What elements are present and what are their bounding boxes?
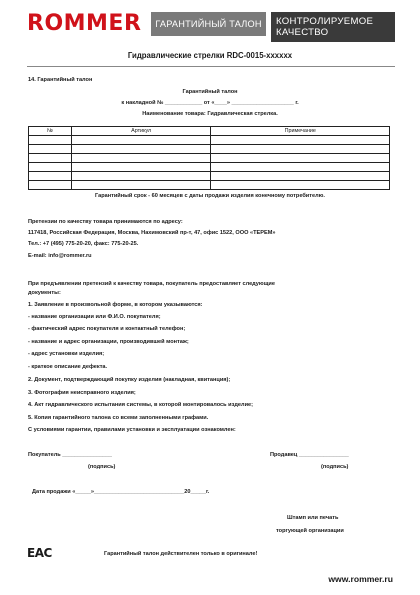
table-cell bbox=[71, 172, 211, 181]
title-divider bbox=[27, 66, 395, 67]
list-item: - адрес установки изделия; bbox=[28, 351, 105, 357]
table-header-row bbox=[29, 127, 390, 136]
section-heading: 14. Гарантийный талон bbox=[28, 77, 93, 83]
list-item: 2. Документ, подтверждающий покупку изделия (накладная, квитанция); bbox=[28, 377, 231, 383]
table-cell bbox=[29, 172, 72, 181]
table-cell bbox=[71, 181, 211, 190]
list-item: - фактический адрес покупателя и контактный телефон; bbox=[28, 326, 186, 332]
eac-mark: EAC bbox=[27, 546, 52, 560]
card-title: Гарантийный талон bbox=[182, 89, 238, 95]
rommer-logo: ROMMER bbox=[27, 11, 142, 36]
quality-line-1: КОНТРОЛИРУЕМОЕ bbox=[276, 16, 374, 27]
agreement-text: С условиями гарантии, правилами установки и эксплуатации ознакомлен: bbox=[28, 427, 236, 433]
buyer-signature-caption: (подпись) bbox=[88, 464, 116, 470]
quality-badge bbox=[271, 12, 395, 42]
seller-signature: Продавец ________________ bbox=[270, 452, 349, 458]
list-item: 4. Акт гидравлического испытания системы, в которой монтировалось изделие; bbox=[28, 402, 253, 408]
table-cell bbox=[211, 181, 390, 190]
table-cell bbox=[71, 145, 211, 154]
claims-intro: Претензии по качеству товара принимаются по адресу: bbox=[28, 219, 183, 225]
table-cell bbox=[29, 136, 72, 145]
document-title: Гидравлические стрелки RDC-0015-xxxxxx bbox=[127, 51, 293, 60]
table-cell bbox=[211, 163, 390, 172]
guarantee-label: ГАРАНТИЙНЫЙ ТАЛОН bbox=[151, 12, 266, 36]
table-row bbox=[29, 163, 390, 172]
goods-name: Наименование товара: Гидравлическая стрелка. bbox=[142, 111, 278, 117]
table-row bbox=[29, 145, 390, 154]
col-note: Примечание bbox=[211, 127, 390, 136]
table-cell bbox=[29, 163, 72, 172]
table-row bbox=[29, 181, 390, 190]
website-url: www.rommer.ru bbox=[328, 574, 393, 584]
stamp-label-2: торгующей организации bbox=[276, 528, 344, 534]
list-item: 5. Копия гарантийного талона со всеми заполненными графами. bbox=[28, 415, 209, 421]
seller-signature-caption: (подпись) bbox=[321, 464, 349, 470]
validity-note: Гарантийный талон действителен только в оригинале! bbox=[104, 551, 258, 557]
docs-intro-1: При предъявлении претензий к качеству товара, покупатель предоставляет следующие bbox=[28, 281, 275, 287]
list-item: - название и адрес организации, производившей монтаж; bbox=[28, 339, 189, 345]
table-cell bbox=[29, 145, 72, 154]
claims-phone: Тел.: +7 (495) 775-20-20, факс: 775-20-25. bbox=[28, 241, 139, 247]
claims-email: E-mail: info@rommer.ru bbox=[28, 253, 92, 259]
col-article: Артикул bbox=[71, 127, 211, 136]
table-cell bbox=[211, 172, 390, 181]
sale-date: Дата продажи «_____»_____________________________20_____г. bbox=[32, 489, 210, 495]
items-table bbox=[28, 126, 390, 190]
list-item: - краткое описание дефекта. bbox=[28, 364, 108, 370]
table-cell bbox=[71, 163, 211, 172]
stamp-label-1: Штамп или печать bbox=[287, 515, 339, 521]
buyer-signature: Покупатель ________________ bbox=[28, 452, 113, 458]
table-row bbox=[29, 154, 390, 163]
claims-address: 117418, Российская Федерация, Москва, Нахимовский пр-т, 47, офис 1522, ООО «ТЕРЕМ» bbox=[28, 230, 276, 236]
table-cell bbox=[29, 154, 72, 163]
col-number: № bbox=[29, 127, 72, 136]
list-item: - название организации или Ф.И.О. покупателя; bbox=[28, 314, 161, 320]
warranty-term: Гарантийный срок - 60 месяцев с даты продажи изделия конечному потребителю. bbox=[95, 193, 325, 199]
table-row bbox=[29, 136, 390, 145]
table-cell bbox=[211, 136, 390, 145]
invoice-line: к накладной № ____________ от «____» ____________________ г. bbox=[121, 100, 299, 106]
table-cell bbox=[211, 154, 390, 163]
table-cell bbox=[71, 136, 211, 145]
list-item: 3. Фотография неисправного изделия; bbox=[28, 390, 136, 396]
quality-line-2: КАЧЕСТВО bbox=[276, 27, 329, 38]
table-cell bbox=[29, 181, 72, 190]
list-item: 1. Заявление в произвольной форме, в котором указываются: bbox=[28, 302, 203, 308]
table-cell bbox=[71, 154, 211, 163]
table-cell bbox=[211, 145, 390, 154]
table-row bbox=[29, 172, 390, 181]
docs-intro-2: документы: bbox=[28, 290, 61, 296]
